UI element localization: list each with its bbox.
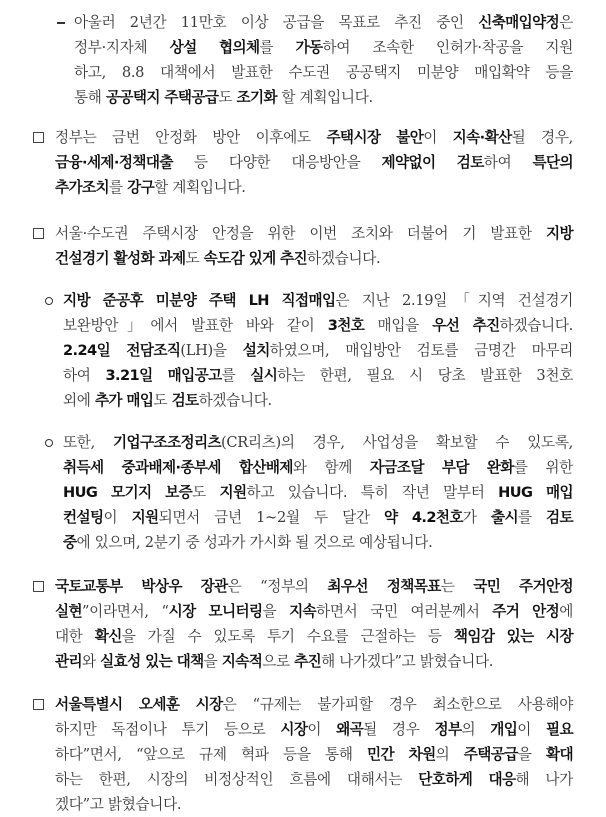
text: 하면서 국민 여러분께서 — [316, 603, 493, 620]
bold-text: 우선 추진 — [432, 317, 500, 334]
bold-text: 확신 — [94, 628, 122, 645]
text: 에 — [559, 603, 573, 620]
text: 이 — [103, 509, 132, 526]
text-line — [55, 692, 573, 717]
text: 을 — [262, 603, 290, 620]
bold-text: 검토 — [171, 392, 199, 409]
text-line — [55, 175, 573, 200]
bold-text: 지원 — [219, 484, 247, 501]
text: 또한, — [63, 434, 113, 451]
text-line — [55, 649, 573, 674]
text-line — [63, 313, 573, 338]
bold-text: 컨설팅 — [63, 509, 104, 526]
text: 외에 — [63, 392, 95, 409]
bold-text: 확대 — [546, 746, 573, 763]
bold-text: 지속·확산 — [452, 129, 512, 146]
bold-text: 금융·세제·정책대출 — [55, 154, 173, 171]
text: 될 경우 — [363, 721, 435, 738]
text: 할 계획입니다. — [277, 89, 373, 106]
text-line — [63, 388, 573, 413]
text: 으로 — [262, 653, 295, 670]
text: 의 — [435, 746, 464, 763]
text: 도 — [185, 250, 204, 267]
text-line — [55, 624, 573, 649]
bold-text: 조기화 — [236, 89, 278, 106]
text-line — [55, 574, 573, 599]
text: 하여 — [63, 367, 106, 384]
text: 의 — [461, 721, 491, 738]
text: 를 — [109, 179, 128, 196]
text-line — [55, 717, 573, 742]
text: 가 — [462, 509, 491, 526]
bold-text: 건설경기 활성화 과제 — [55, 250, 186, 267]
text: 하겠습니다. — [198, 392, 272, 409]
text: 하고, 8.8 대책에서 발표한 수도권 공공택지 미분양 매입확약 등을 — [74, 64, 573, 81]
bold-text: 개입 — [490, 721, 518, 738]
text: 하였으며, 매입방안 검토를 금명간 마무리 — [269, 342, 573, 359]
bold-text: 최우선 정책목표 — [327, 578, 441, 595]
bold-text: 상설 협의체 — [169, 39, 260, 56]
text-line — [63, 455, 573, 480]
text: 겠다”고 밝혔습니다. — [55, 796, 182, 813]
checkbox-bullet-icon — [33, 699, 44, 710]
bold-text: 국토교통부 박상우 장관 — [55, 578, 228, 595]
text: 하는 한편, 필요 시 당초 발표한 3천호 — [277, 367, 574, 384]
bold-text: 단호하게 대응 — [418, 771, 516, 788]
text-line — [55, 742, 573, 767]
text: 될 경우, — [511, 129, 573, 146]
circle-bullet-icon — [45, 439, 53, 447]
bold-text: 주거 안정 — [492, 603, 560, 620]
text: 를 위한 — [513, 459, 573, 476]
bold-text: 실효성 있는 대책 — [100, 653, 204, 670]
text-line — [74, 10, 573, 35]
text: 는 — [440, 578, 474, 595]
bold-text: 기업구조조정리츠 — [112, 434, 221, 451]
bold-text: 실현 — [55, 603, 82, 620]
bold-text: 중 — [63, 534, 77, 551]
text: 서울·수도권 주택시장 안정을 위한 이번 조치와 더불어 기 발표한 — [55, 225, 546, 242]
text: 하겠습니다. — [307, 250, 381, 267]
bold-text: 자금조달 부담 완화 — [369, 459, 514, 476]
text-line — [55, 599, 573, 624]
bold-text: 지속적 — [221, 653, 263, 670]
bold-text: 서울특별시 오세훈 시장 — [55, 696, 223, 713]
text: 을 가질 수 있도록 투기 수요를 근절하는 등 — [121, 628, 454, 645]
bold-text: 필요 — [546, 721, 574, 738]
dash-bullet-icon — [57, 22, 65, 24]
bold-text: 2.24일 전담조직 — [63, 342, 181, 359]
text: 와 함께 — [292, 459, 370, 476]
bold-text: 정부 — [434, 721, 462, 738]
text-line — [55, 792, 573, 817]
text: 을 — [203, 653, 222, 670]
text: 하고 있습니다. 특히 작년 말부터 — [246, 484, 499, 501]
circle-bullet-icon — [45, 297, 53, 305]
text: 등 다양한 대응방안을 — [172, 154, 382, 171]
bold-text: 책임감 있는 시장 — [453, 628, 574, 645]
text-line — [55, 767, 573, 792]
bold-text: 왜곡 — [336, 721, 364, 738]
bold-text: 주택시장 불안 — [326, 129, 424, 146]
text: 할 계획입니다. — [154, 179, 246, 196]
text: 정부·지자체 — [74, 39, 170, 56]
text: 해 나가 — [515, 771, 573, 788]
bold-text: 신축매입약정 — [478, 14, 560, 31]
bold-text: 지방 준공후 미분양 주택 LH 직접매입 — [63, 292, 336, 309]
text: 도 — [192, 484, 220, 501]
bold-text: 실시 — [250, 367, 278, 384]
text-line — [63, 288, 573, 313]
text-line — [63, 430, 573, 455]
text-line — [55, 246, 573, 271]
text-line — [74, 35, 573, 60]
text: 되면서 금년 1~2월 두 달간 — [158, 509, 384, 526]
text: 하다”면서, “앞으로 규제 혁파 등을 통해 — [55, 746, 368, 763]
text: 이 — [307, 721, 337, 738]
text: 해 나가겠다”고 밝혔습니다. — [321, 653, 494, 670]
bold-text: 관리 — [55, 653, 82, 670]
text: 하는 한편, 시장의 비정상적인 흐름에 대해서는 — [55, 771, 419, 788]
text-line — [74, 85, 573, 110]
bold-text: 추가조치 — [55, 179, 109, 196]
text-line — [55, 221, 573, 246]
bold-text: 시장 모니터링 — [168, 603, 263, 620]
bold-text: 강구 — [127, 179, 155, 196]
text: 하여 — [483, 154, 533, 171]
text: 보완방안」에서 발표한 바와 같이 — [63, 317, 328, 334]
checkbox-bullet-icon — [33, 581, 44, 592]
text: 와 — [82, 653, 101, 670]
text: 을 — [517, 746, 546, 763]
text: ”이라면서, “ — [82, 603, 169, 620]
bold-text: 제약없이 검토 — [381, 154, 484, 171]
bold-text: 설치 — [242, 342, 270, 359]
bold-text: 약 4.2천호 — [383, 509, 463, 526]
text-line — [74, 60, 573, 85]
text: 이 — [517, 721, 547, 738]
text-line — [63, 505, 573, 530]
bold-text: 주택공급 — [463, 746, 518, 763]
bold-text: 출시 — [490, 509, 518, 526]
text-line — [63, 530, 573, 555]
bold-text: 3.21일 매입공고 — [105, 367, 222, 384]
bold-text: HUG 매입 — [498, 484, 574, 501]
text: 를 — [221, 367, 251, 384]
text: 아울러 2년간 11만호 이상 공급을 목표로 추진 중인 — [74, 14, 479, 31]
text: 은 “규제는 불가피할 경우 최소한으로 사용해야 — [222, 696, 573, 713]
text: 매입을 — [364, 317, 433, 334]
text: 도 — [153, 392, 172, 409]
checkbox-bullet-icon — [33, 132, 44, 143]
bold-text: 3천호 — [327, 317, 365, 334]
checkbox-bullet-icon — [33, 228, 44, 239]
text: 도 — [218, 89, 237, 106]
text: (LH)을 — [180, 342, 243, 359]
text-line — [63, 363, 573, 388]
text-line — [63, 338, 573, 363]
bold-text: 공공택지 주택공급 — [105, 89, 219, 106]
text: 하지만 독점이나 투기 등으로 — [55, 721, 281, 738]
bold-text: 지원 — [131, 509, 159, 526]
text: 를 — [517, 509, 547, 526]
text-line — [63, 480, 573, 505]
text-line — [55, 125, 573, 150]
text: 하겠습니다. — [499, 317, 573, 334]
bold-text: 추진 — [294, 653, 322, 670]
bold-text: 지방 — [546, 225, 573, 242]
text: 은 “정부의 — [227, 578, 328, 595]
bold-text: HUG 모기지 보증 — [63, 484, 193, 501]
bold-text: 지속 — [289, 603, 317, 620]
text: 에 있으며, 2분기 중 성과가 가시화 될 것으로 예상됩니다. — [76, 534, 433, 551]
bold-text: 시장 — [280, 721, 308, 738]
bold-text: 검토 — [546, 509, 574, 526]
text: (CR리츠)의 경우, 사업성을 확보할 수 있도록, — [220, 434, 573, 451]
bold-text: 가동 — [295, 39, 323, 56]
bold-text: 속도감 있게 추진 — [203, 250, 308, 267]
text: 이 — [423, 129, 453, 146]
bold-text: 취득세 중과배제·종부세 합산배제 — [63, 459, 293, 476]
text: 은 지난 2.19일「지역 건설경기 — [335, 292, 573, 309]
bold-text: 국민 주거안정 — [473, 578, 574, 595]
text: 를 — [259, 39, 296, 56]
text: 정부는 금번 안정화 방안 이후에도 — [55, 129, 327, 146]
text-line — [55, 150, 573, 175]
text: 통해 — [74, 89, 106, 106]
bold-text: 추가 매입 — [94, 392, 154, 409]
bold-text: 특단의 — [532, 154, 573, 171]
text: 하여 조속한 인허가·착공을 지원 — [322, 39, 573, 56]
bold-text: 민간 차원 — [367, 746, 436, 763]
text: 대한 — [55, 628, 95, 645]
text: 은 — [559, 14, 573, 31]
